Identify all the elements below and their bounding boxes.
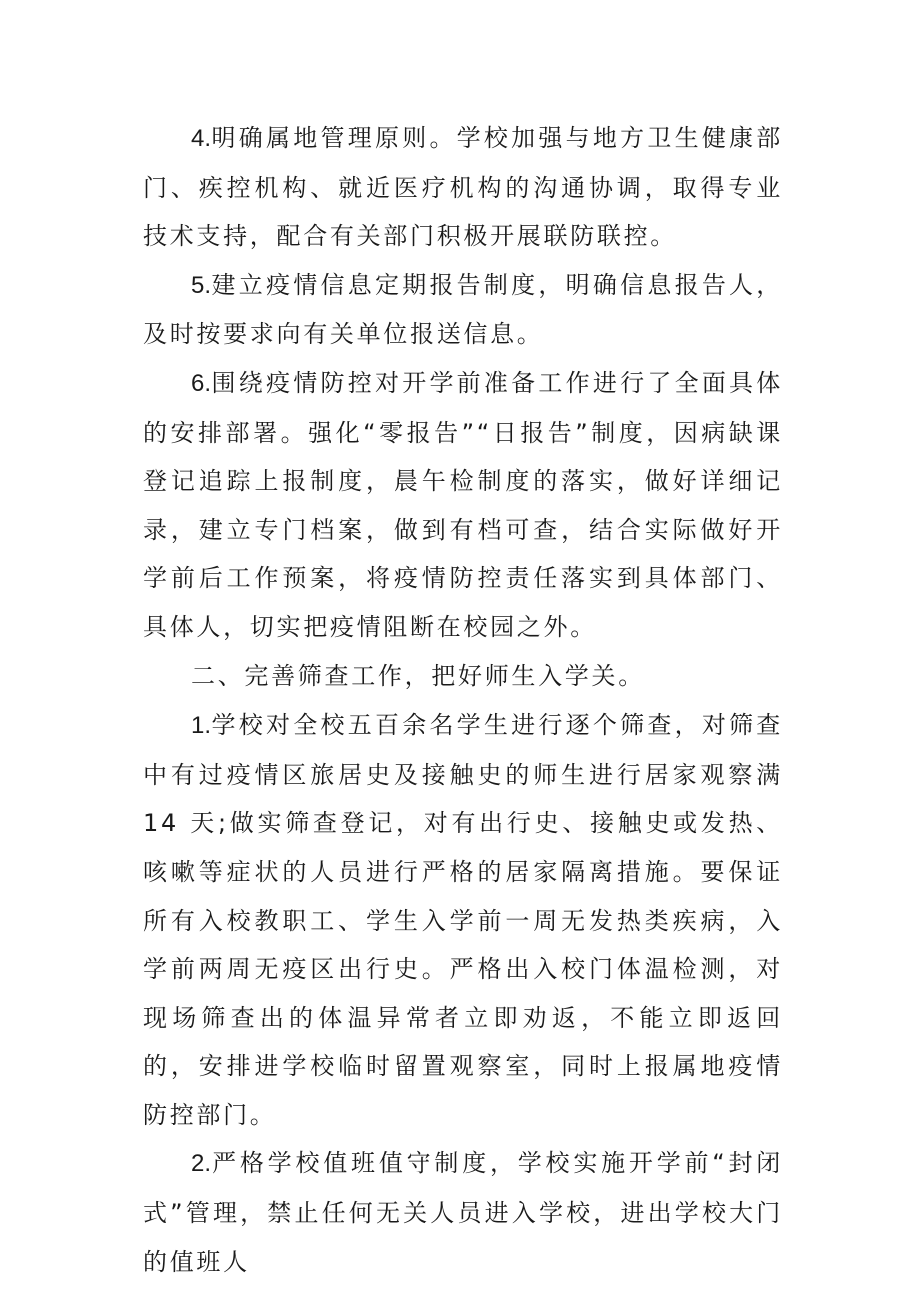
paragraph-number: 6. [191, 369, 212, 397]
paragraph-number: 2. [191, 1150, 212, 1178]
paragraph-4 [143, 114, 783, 261]
section-heading [143, 652, 783, 702]
paragraph-text: 明确属地管理原则。学校加强与地方卫生健康部门、疾控机构、就近医疗机构的沟通协调，取得专业技术支持，配合有关部门积极开展联防联控。 [143, 124, 783, 251]
paragraph-text: 围绕疫情防控对开学前准备工作进行了全面具体的安排部署。强化“零报告”“日报告”制度，因病缺课登记追踪上报制度，晨午检制度的落实，做好详细记录，建立专门档案，做到有档可查，结合实际做好开学前后工作预案，将疫情防控责任落实到具体部门、具体人，切实把疫情阻断在校园之外。 [143, 368, 783, 641]
paragraph-text: 严格学校值班值守制度，学校实施开学前“封闭式”管理，禁止任何无关人员进入学校，进出学校大门的值班人 [143, 1149, 783, 1276]
document-body [143, 114, 783, 1286]
paragraph-number: 1. [191, 712, 212, 740]
paragraph-2 [143, 1139, 783, 1286]
paragraph-5 [143, 261, 783, 359]
paragraph-number: 4. [191, 125, 212, 152]
paragraph-text: 建立疫情信息定期报告制度，明确信息报告人，及时按要求向有关单位报送信息。 [143, 270, 783, 349]
paragraph-6 [143, 359, 783, 652]
paragraph-text: 学校对全校五百余名学生进行逐个筛查，对筛查中有过疫情区旅居史及接触史的师生进行居家观察满 14 天;做实筛查登记，对有出行史、接触史或发热、咳嗽等症状的人员进行严格的居家隔离措施。要保证所有入校教职工、学生入学前一周无发热类疾病，入学前两周无疫区出行史。严格出入校门体温检测，对现场筛查出的体温异常者立即劝返，不能立即返回的，安排进学校临时留置观察室，同时上报属地疫情防控部门。 [143, 711, 783, 1129]
paragraph-1 [143, 701, 783, 1139]
paragraph-text: 二、完善筛查工作，把好师生入学关。 [191, 661, 645, 690]
paragraph-number: 5. [191, 271, 212, 299]
